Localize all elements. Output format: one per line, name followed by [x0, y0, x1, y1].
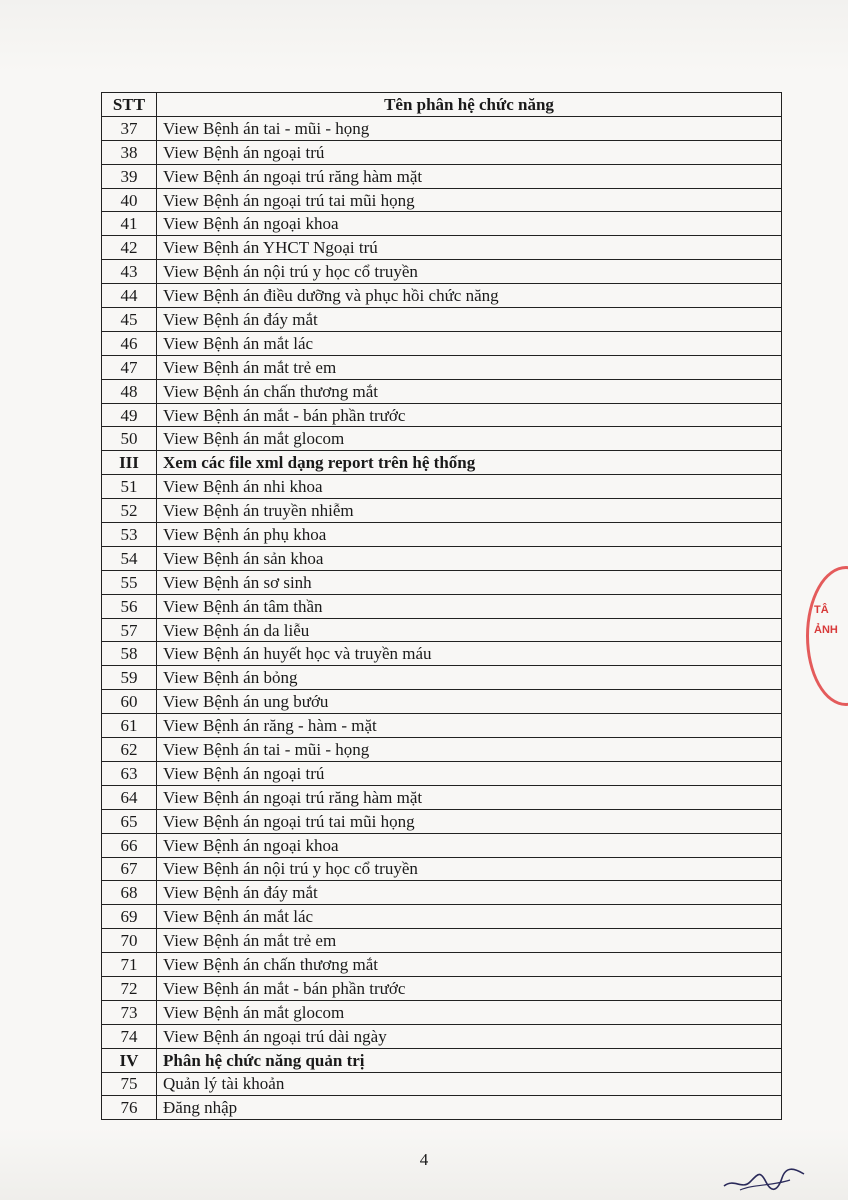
- table-row: [102, 881, 782, 905]
- row-stt: 63: [102, 761, 157, 785]
- table-row: [102, 809, 782, 833]
- row-name: View Bệnh án tai - mũi - họng: [157, 116, 782, 140]
- row-stt: 59: [102, 666, 157, 690]
- row-name: View Bệnh án chấn thương mắt: [157, 379, 782, 403]
- table-row: [102, 690, 782, 714]
- row-name: View Bệnh án YHCT Ngoại trú: [157, 236, 782, 260]
- table-row: [102, 546, 782, 570]
- row-stt: III: [102, 451, 157, 475]
- row-stt: 46: [102, 331, 157, 355]
- table-row: [102, 570, 782, 594]
- table-row: [102, 331, 782, 355]
- row-name: View Bệnh án mắt glocom: [157, 1000, 782, 1024]
- row-stt: 65: [102, 809, 157, 833]
- row-stt: 37: [102, 116, 157, 140]
- row-stt: 57: [102, 618, 157, 642]
- row-stt: 47: [102, 355, 157, 379]
- row-name: View Bệnh án ung bướu: [157, 690, 782, 714]
- table-row: [102, 738, 782, 762]
- row-stt: 68: [102, 881, 157, 905]
- row-name: View Bệnh án ngoại trú răng hàm mặt: [157, 164, 782, 188]
- table-row: [102, 379, 782, 403]
- table-row: [102, 953, 782, 977]
- table-row: [102, 785, 782, 809]
- table-row: [102, 618, 782, 642]
- row-stt: 62: [102, 738, 157, 762]
- row-name: View Bệnh án ngoại khoa: [157, 212, 782, 236]
- row-stt: 49: [102, 403, 157, 427]
- row-stt: 67: [102, 857, 157, 881]
- row-name: Đăng nhập: [157, 1096, 782, 1120]
- table-row: [102, 929, 782, 953]
- row-stt: IV: [102, 1048, 157, 1072]
- row-stt: 45: [102, 308, 157, 332]
- row-stt: 73: [102, 1000, 157, 1024]
- table-row: [102, 236, 782, 260]
- row-name: View Bệnh án mắt - bán phần trước: [157, 976, 782, 1000]
- table-row: [102, 523, 782, 547]
- signature: [720, 1160, 810, 1196]
- page-number: 4: [419, 1150, 429, 1169]
- table-row: [102, 714, 782, 738]
- table-row: [102, 427, 782, 451]
- header-name: Tên phân hệ chức năng: [157, 93, 782, 117]
- row-stt: 69: [102, 905, 157, 929]
- table-row: [102, 976, 782, 1000]
- row-name: View Bệnh án răng - hàm - mặt: [157, 714, 782, 738]
- row-name: View Bệnh án mắt glocom: [157, 427, 782, 451]
- row-name: View Bệnh án mắt - bán phần trước: [157, 403, 782, 427]
- row-name: View Bệnh án sơ sinh: [157, 570, 782, 594]
- row-stt: 38: [102, 140, 157, 164]
- table-row: [102, 308, 782, 332]
- row-name: View Bệnh án ngoại trú: [157, 761, 782, 785]
- row-name: View Bệnh án truyền nhiễm: [157, 499, 782, 523]
- table-row: [102, 116, 782, 140]
- table-row: [102, 475, 782, 499]
- table-row: [102, 666, 782, 690]
- row-stt: 75: [102, 1072, 157, 1096]
- table-row: [102, 212, 782, 236]
- row-stt: 48: [102, 379, 157, 403]
- row-stt: 54: [102, 546, 157, 570]
- row-name: View Bệnh án huyết học và truyền máu: [157, 642, 782, 666]
- header-stt: STT: [102, 93, 157, 117]
- table-row: [102, 1000, 782, 1024]
- table-row: [102, 188, 782, 212]
- table-row: [102, 857, 782, 881]
- row-name: View Bệnh án ngoại trú tai mũi họng: [157, 188, 782, 212]
- row-name: View Bệnh án tai - mũi - họng: [157, 738, 782, 762]
- row-name: View Bệnh án nội trú y học cổ truyền: [157, 260, 782, 284]
- row-name: View Bệnh án bỏng: [157, 666, 782, 690]
- row-stt: 60: [102, 690, 157, 714]
- row-name: View Bệnh án ngoại trú dài ngày: [157, 1024, 782, 1048]
- row-name: View Bệnh án mắt trẻ em: [157, 355, 782, 379]
- row-name: View Bệnh án mắt trẻ em: [157, 929, 782, 953]
- row-stt: 51: [102, 475, 157, 499]
- row-name: View Bệnh án ngoại khoa: [157, 833, 782, 857]
- row-name: View Bệnh án phụ khoa: [157, 523, 782, 547]
- table-row: [102, 1072, 782, 1096]
- section-row: [102, 1048, 782, 1072]
- row-name: View Bệnh án nhi khoa: [157, 475, 782, 499]
- row-stt: 64: [102, 785, 157, 809]
- row-name: Phân hệ chức năng quản trị: [157, 1048, 782, 1072]
- row-stt: 53: [102, 523, 157, 547]
- table-row: [102, 403, 782, 427]
- table-row: [102, 905, 782, 929]
- row-name: View Bệnh án tâm thần: [157, 594, 782, 618]
- row-stt: 55: [102, 570, 157, 594]
- table-body: [102, 116, 782, 1119]
- table-row: [102, 140, 782, 164]
- row-stt: 41: [102, 212, 157, 236]
- table-row: [102, 761, 782, 785]
- row-name: Xem các file xml dạng report trên hệ thống: [157, 451, 782, 475]
- row-stt: 72: [102, 976, 157, 1000]
- function-table: [101, 92, 782, 1120]
- table-row: [102, 833, 782, 857]
- table-row: [102, 260, 782, 284]
- row-name: View Bệnh án ngoại trú tai mũi họng: [157, 809, 782, 833]
- section-row: [102, 451, 782, 475]
- row-name: View Bệnh án chấn thương mắt: [157, 953, 782, 977]
- table-row: [102, 1096, 782, 1120]
- row-stt: 42: [102, 236, 157, 260]
- row-stt: 74: [102, 1024, 157, 1048]
- row-stt: 52: [102, 499, 157, 523]
- row-stt: 71: [102, 953, 157, 977]
- row-name: View Bệnh án sản khoa: [157, 546, 782, 570]
- row-stt: 58: [102, 642, 157, 666]
- stamp-fragment-text: TÂ ẢNH: [814, 604, 838, 636]
- row-stt: 56: [102, 594, 157, 618]
- row-stt: 50: [102, 427, 157, 451]
- row-stt: 39: [102, 164, 157, 188]
- row-name: View Bệnh án ngoại trú: [157, 140, 782, 164]
- row-stt: 70: [102, 929, 157, 953]
- row-stt: 40: [102, 188, 157, 212]
- row-name: View Bệnh án điều dưỡng và phục hồi chức năng: [157, 284, 782, 308]
- row-name: View Bệnh án đáy mắt: [157, 881, 782, 905]
- table-row: [102, 284, 782, 308]
- table-header-row: [102, 93, 782, 117]
- row-stt: 44: [102, 284, 157, 308]
- row-name: View Bệnh án da liễu: [157, 618, 782, 642]
- row-stt: 76: [102, 1096, 157, 1120]
- row-name: Quản lý tài khoản: [157, 1072, 782, 1096]
- row-name: View Bệnh án nội trú y học cổ truyền: [157, 857, 782, 881]
- table-row: [102, 355, 782, 379]
- table-row: [102, 499, 782, 523]
- row-name: View Bệnh án mắt lác: [157, 905, 782, 929]
- row-name: View Bệnh án đáy mắt: [157, 308, 782, 332]
- table-row: [102, 642, 782, 666]
- row-stt: 66: [102, 833, 157, 857]
- row-name: View Bệnh án ngoại trú răng hàm mặt: [157, 785, 782, 809]
- table-row: [102, 1024, 782, 1048]
- row-name: View Bệnh án mắt lác: [157, 331, 782, 355]
- table-row: [102, 164, 782, 188]
- table-row: [102, 594, 782, 618]
- row-stt: 61: [102, 714, 157, 738]
- row-stt: 43: [102, 260, 157, 284]
